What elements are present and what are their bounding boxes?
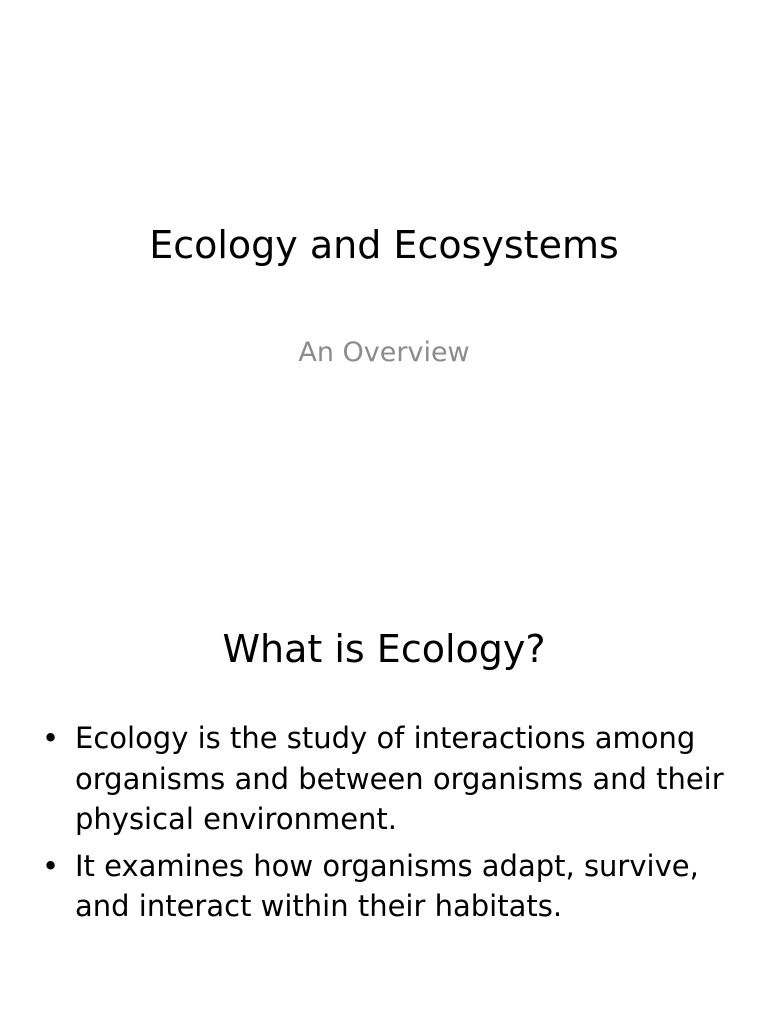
bullet-icon: • — [42, 848, 60, 883]
slide-title: What is Ecology? — [222, 627, 546, 671]
bullet-list — [40, 718, 740, 933]
bullet-item — [40, 846, 740, 927]
slide-subtitle: An Overview — [298, 337, 470, 368]
bullet-item — [40, 718, 740, 840]
bullet-text: Ecology is the study of interactions among organisms and between organisms and their physical environment. — [75, 721, 724, 836]
bullet-icon: • — [42, 721, 60, 755]
content-slide — [0, 576, 768, 1024]
slide-title: Ecology and Ecosystems — [149, 223, 619, 267]
bullet-text: It examines how organisms adapt, survive, and interact within their habitats. — [75, 848, 699, 923]
